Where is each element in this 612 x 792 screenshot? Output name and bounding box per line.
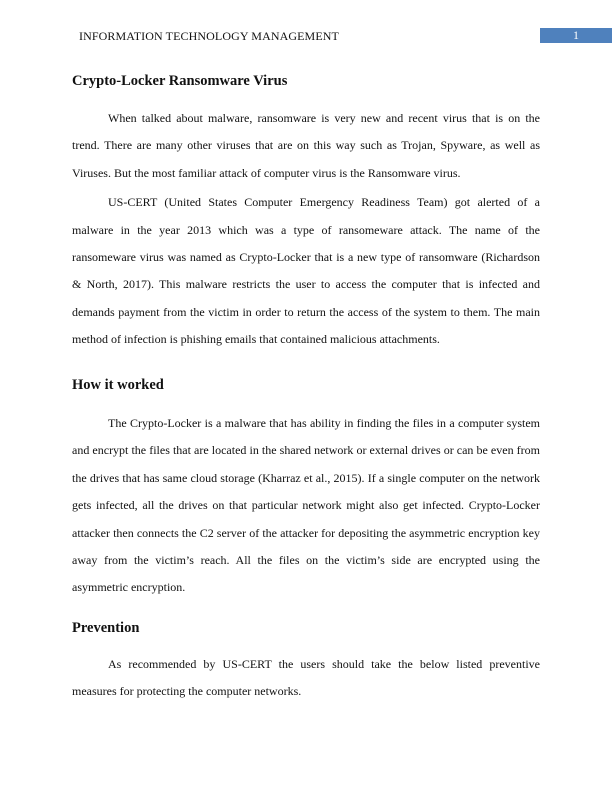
section-heading-how-it-worked: How it worked [72, 377, 164, 393]
section-heading-prevention: Prevention [72, 620, 140, 636]
running-head: INFORMATION TECHNOLOGY MANAGEMENT [79, 29, 339, 43]
section-heading-crypto-locker: Crypto-Locker Ransomware Virus [72, 73, 288, 89]
paragraph: When talked about malware, ransomware is very new and recent virus that is on the trend. There are many other viruses that are on this way such as Trojan, Spyware, as well as Viruses. But the most familiar attack of computer virus is the Ransomware virus. [72, 111, 540, 180]
page-number: 1 [540, 28, 612, 43]
section-body-how-it-worked [72, 410, 540, 602]
paragraph: As recommended by US-CERT the users should take the below listed preventive measures for protecting the computer networks. [72, 657, 540, 699]
paragraph: US-CERT (United States Computer Emergency Readiness Team) got alerted of a malware in the year 2013 which was a type of ransomeware attack. The name of the ransomeware virus was named as Crypto-Locker that is a new type of ransomware (Richardson & North, 2017). This malware restricts the user to access the computer that is infected and demands payment from the victim in order to return the access of the system to them. The main method of infection is phishing emails that contained malicious attachments. [72, 195, 540, 347]
section-body-prevention [72, 651, 540, 706]
section-body-crypto-locker [72, 105, 540, 354]
paragraph: The Crypto-Locker is a malware that has ability in finding the files in a computer system and encrypt the files that are located in the shared network or external drives or can be even from the drives that has same cloud storage (Kharraz et al., 2015). If a single computer on the network gets infected, all the drives on that particular network might also get infected. Crypto-Locker attacker then connects the C2 server of the attacker for depositing the asymmetric encryption key away from the victim’s reach. All the files on the victim’s side are encrypted using the asymmetric encryption. [72, 416, 540, 595]
